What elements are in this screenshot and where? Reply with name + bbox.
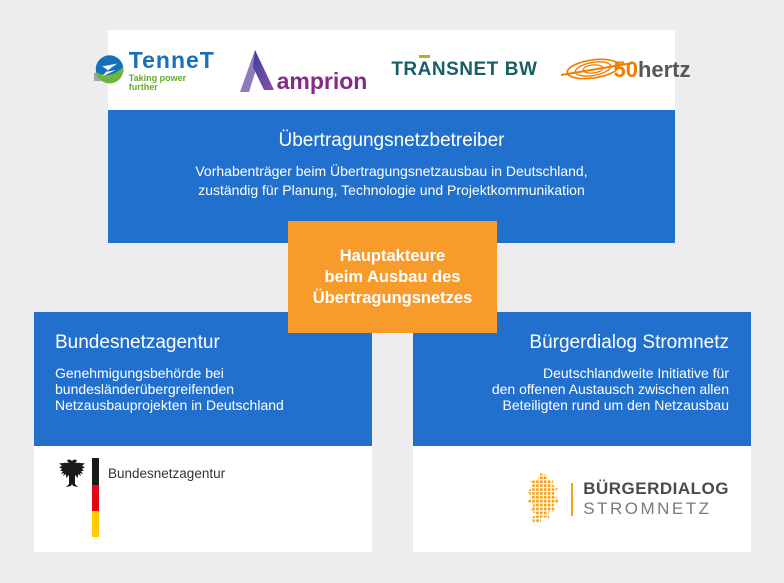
dialog-logo-line2: STROMNETZ [583,499,712,518]
tennet-wordmark-block [128,46,216,92]
transnet-part1: TR [391,59,418,80]
amprion-a-icon [240,48,274,92]
fiftyhertz-number: 50 [613,57,638,82]
bnetza-description-line2: bundesländerübergreifenden [55,381,235,397]
dialog-logo-line1: BÜRGERDIALOG [583,479,729,499]
transnet-a-macron: A [417,59,432,80]
dialog-description [431,365,729,413]
central-topic-line1: Hauptakteure [339,246,446,265]
tennet-logo [93,46,216,92]
transnetbw-wordmark [391,59,537,81]
dialog-logo-text [583,480,729,518]
tennet-tagline: Taking power further [128,72,187,92]
central-topic-line2: beim Ausbau des [324,267,461,286]
dialog-title: Bürgerdialog Stromnetz [529,332,729,353]
bnetza-logo-band [34,446,372,552]
transnetbw-logo [391,59,537,81]
bnetza-title: Bundesnetzagentur [55,332,220,353]
tso-description-line1: Vorhabenträger beim Übertragungsnetzausbau in Deutschland, [195,163,588,179]
tennet-globe-icon [93,53,124,87]
central-topic-line3: Übertragungsnetzes [312,288,473,307]
dialog-logo-band [413,446,751,552]
bnetza-description-line1: Genehmigungsbehörde bei [55,365,224,381]
transnet-part3: NSNET [431,59,499,80]
tso-description [108,162,675,200]
transnet-part4: BW [504,59,538,80]
dialog-description-line2: den offenen Austausch zwischen allen [491,381,729,397]
fiftyhertz-wordmark [613,57,690,83]
tso-description-line2: zuständig für Planung, Technologie und Projektkommunikation [198,182,585,198]
germany-map-icon [524,472,561,527]
tso-logo-band [108,30,691,110]
german-flag-bar [92,458,99,537]
fiftyhertz-logo [561,54,690,86]
dialog-logo-divider [571,483,573,516]
dialog-description-line1: Deutschlandweite Initiative für [543,365,729,381]
bnetza-description-line3: Netzausbauprojekten in Deutschland [55,397,284,413]
federal-eagle-icon [58,458,86,488]
tso-title: Übertragungsnetzbetreiber [278,130,505,151]
central-topic-box [288,221,497,333]
fiftyhertz-word: hertz [637,57,691,82]
amprion-logo [240,48,368,95]
tennet-wordmark: TenneT [128,46,215,73]
dialog-description-line3: Beteiligten rund um den Netzausbau [502,397,729,413]
bnetza-logo-text: Bundesnetzagentur [108,466,226,481]
amprion-wordmark: amprion [276,68,368,95]
bnetza-description [55,365,358,413]
